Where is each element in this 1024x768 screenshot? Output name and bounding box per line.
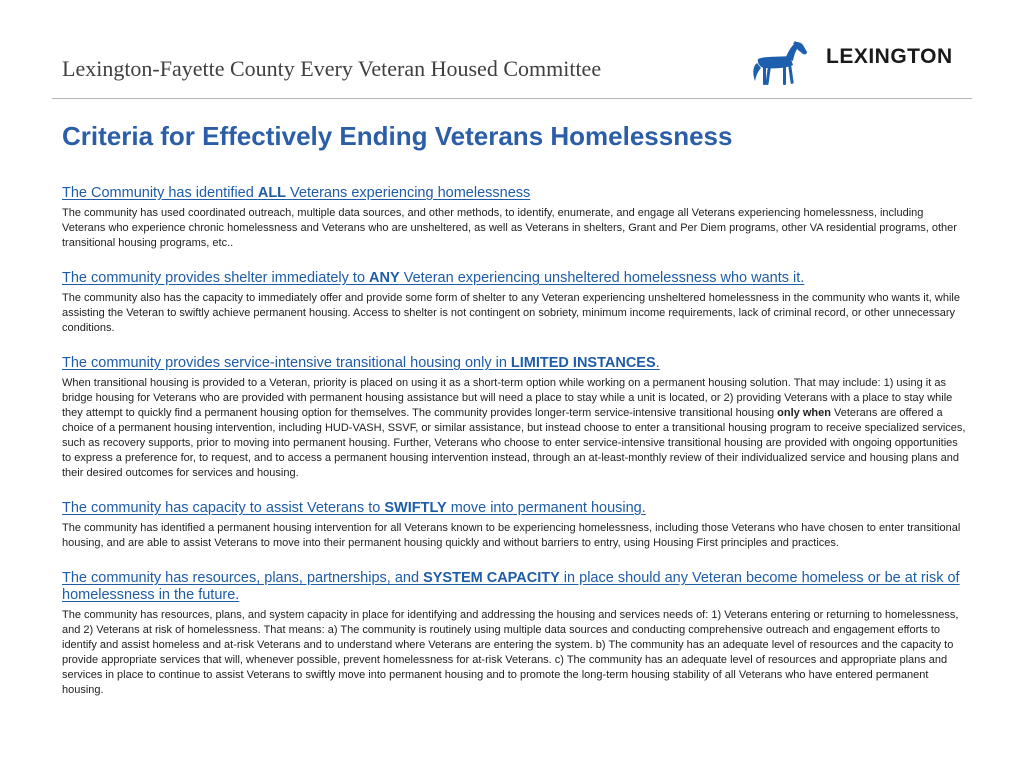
lexington-logo	[752, 41, 953, 87]
criteria-heading-identify-all[interactable]: The Community has identified ALL Veterans experiencing homelessness	[62, 185, 531, 201]
criteria-section-3	[62, 355, 968, 481]
criteria-heading-system-capacity[interactable]: The community has resources, plans, partnerships, and SYSTEM CAPACITY in place should any Veteran become homeless or be at risk of homelessness in the future.	[62, 570, 960, 603]
criteria-section-4	[62, 500, 968, 551]
criteria-heading-swiftly[interactable]: The community has capacity to assist Veterans to SWIFTLY move into permanent housing.	[62, 500, 646, 516]
criteria-body-swiftly: The community has identified a permanent housing intervention for all Veterans known to be experiencing homelessness, including those Veterans who have chosen to enter transitional housing, and are able to assist Veterans to move into their permanent housing quickly and without barriers to entry, using Housing First principles and practices.	[62, 522, 961, 549]
page-title: Criteria for Effectively Ending Veterans Homelessness	[62, 121, 733, 151]
criteria-heading-transitional-housing[interactable]: The community provides service-intensive transitional housing only in LIMITED INSTANCES.	[62, 355, 660, 371]
criteria-body-system-capacity: The community has resources, plans, and system capacity in place for identifying and addressing the housing and services needs of: 1) Veterans entering or returning to homelessness, and 2) Veterans at risk of homelessness. That means: a) The community is routinely using multiple data sources and conducting comprehensive outreach and engagement efforts to identify and assist homeless and at-risk Veterans and to understand where Veterans are entering the system. b) The community has an adequate level of resources and the capacity to provide appropriate services that will, whenever possible, prevent homelessness for at-risk Veterans. c) The community has an adequate level of resources and appropriate plans and services in place to continue to assist Veterans to swiftly move into permanent housing and to promote the long-term housing stability of all Veterans who have entered permanent housing.	[62, 609, 959, 696]
lexington-wordmark: LEXINGTON	[826, 45, 953, 68]
criteria-body-shelter: The community also has the capacity to immediately offer and provide some form of shelter to any Veteran experiencing unsheltered homelessness in the community who wants it, while assisting the Veteran to swiftly achieve permanent housing. Access to shelter is not contingent on sobriety, minimum income requirements, lack of criminal record, or other unnecessary conditions.	[62, 292, 960, 334]
criteria-section-2	[62, 270, 968, 336]
criteria-body-transitional-housing: When transitional housing is provided to a Veteran, priority is placed on using it as a short-term option while working on a permanent housing solution. That may include: 1) using it as bridge housing for Veterans who are provided with permanent housing assistance but will need a place to stay while a unit is located, or 2) providing Veterans with a place to stay while they attempt to quickly find a permanent housing option for themselves. The community provides longer-term service-intensive transitional housing only when Veterans are offered a choice of a permanent housing intervention, including HUD-VASH, SSVF, or similar assistance, but instead choose to enter a transitional housing program to receive specialized services, such as recovery supports, prior to moving into permanent housing. Further, Veterans who choose to enter service-intensive transitional housing are provided with ongoing opportunities to express a preference for, to request, and to access a permanent housing intervention instead, through an at-least-monthly review of their individualized service and housing plans and their desired outcomes for services and housing.	[62, 377, 966, 479]
criteria-list	[62, 185, 968, 698]
criteria-body-identify-all: The community has used coordinated outreach, multiple data sources, and other methods, to identify, enumerate, and engage all Veterans experiencing homelessness, including Veterans who experience chronic homelessness and Veterans who are unsheltered, as well as Veterans in shelters, Grant and Per Diem programs, other VA residential programs, other transitional housing programs, etc..	[62, 207, 957, 249]
criteria-section-1	[62, 185, 968, 251]
committee-header-title: Lexington-Fayette County Every Veteran Housed Committee	[62, 56, 602, 81]
horse-icon	[752, 41, 808, 87]
criteria-section-5	[62, 570, 968, 698]
criteria-heading-shelter[interactable]: The community provides shelter immediately to ANY Veteran experiencing unsheltered homelessness who wants it.	[62, 270, 805, 286]
header-divider	[52, 98, 972, 99]
